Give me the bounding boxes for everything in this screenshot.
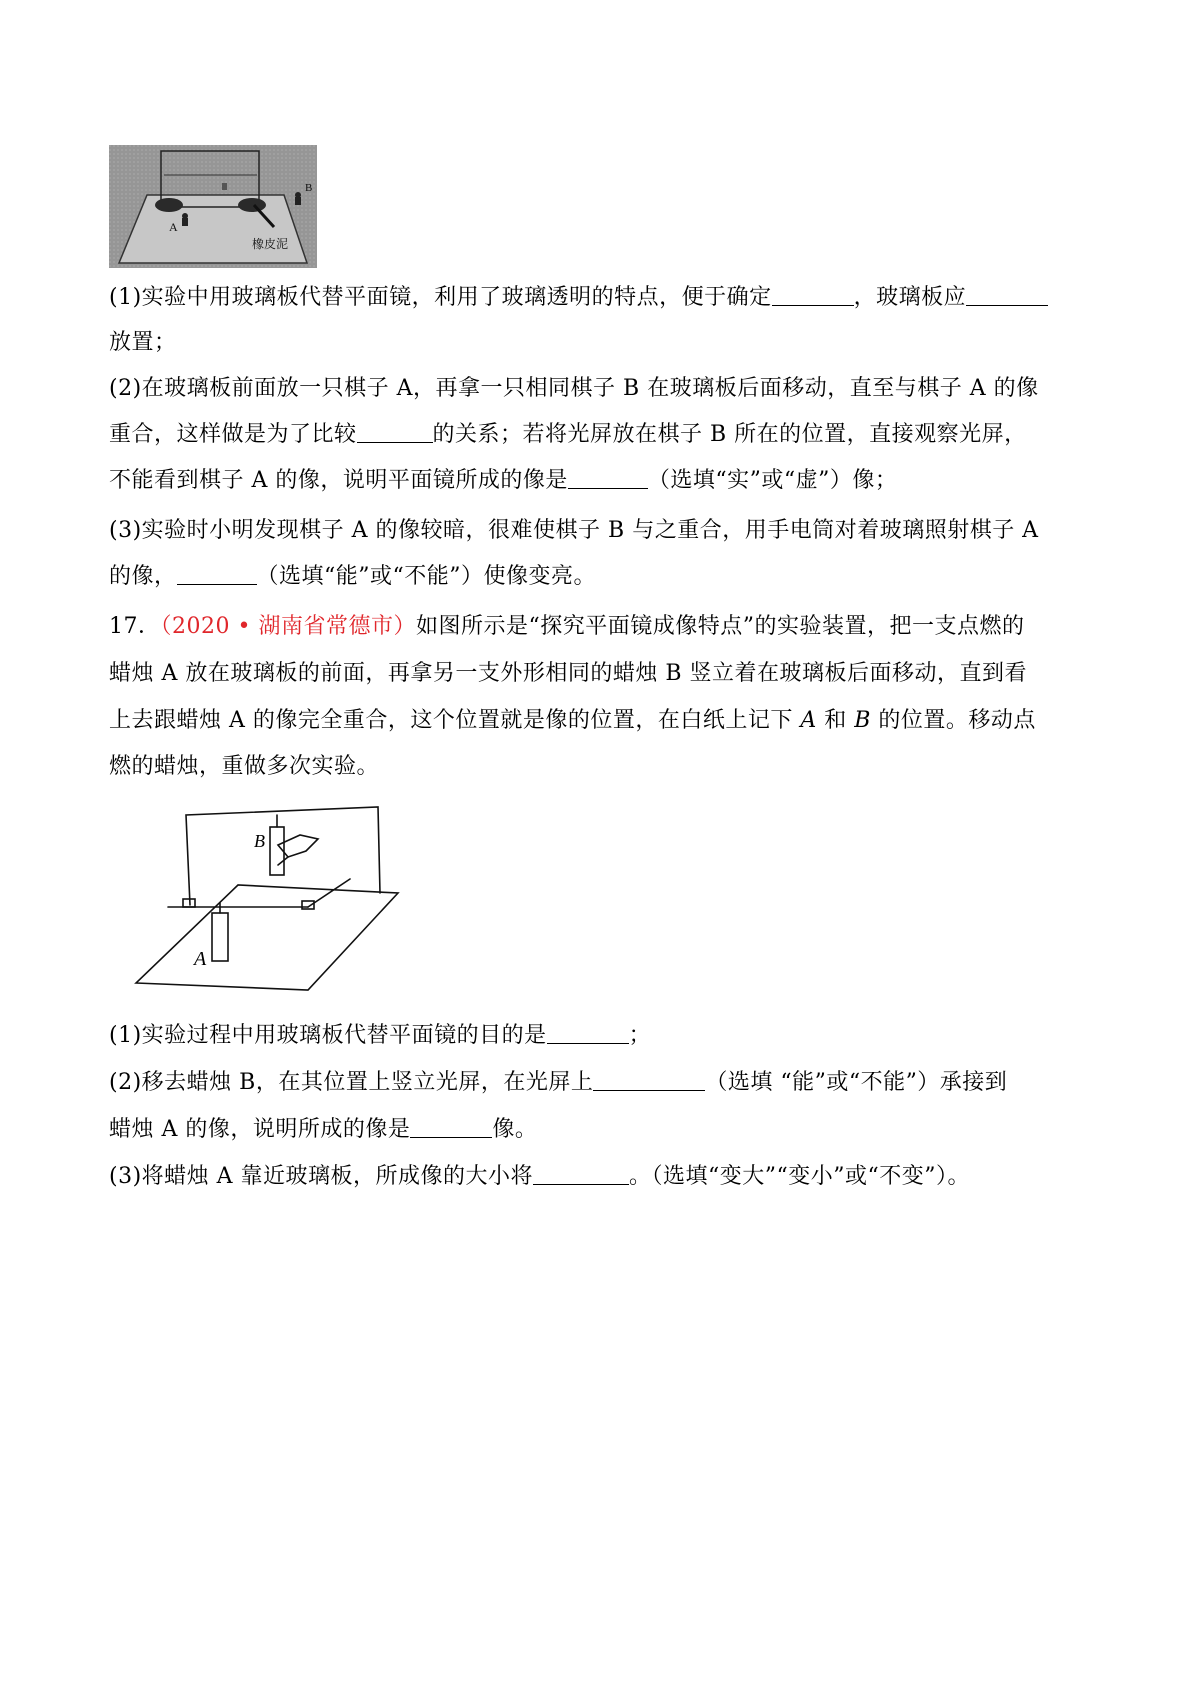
figure2-label-a: A [194,948,207,970]
candle-a-symbol: A [800,708,817,733]
q17-intro-line4: 燃的蜡烛，重做多次实验。 [109,754,380,779]
candle-glass-figure [128,795,404,1000]
q16-part2-text-d: （选填“实”或“虚”）像； [647,468,898,493]
q17-intro-text-c: 的位置。移动点 [870,708,1036,733]
answer-blank[interactable] [772,285,854,306]
q17-part2-line1 [109,1068,1007,1098]
answer-blank[interactable] [568,468,648,489]
q17-part3-text: (3)将蜡烛 A 靠近玻璃板，所成像的大小将 [109,1164,534,1189]
q16-part3-line2 [109,562,596,592]
answer-blank[interactable] [410,1117,492,1138]
answer-blank[interactable] [593,1070,705,1091]
q16-part1-line1 [109,283,1048,313]
q16-part1-text-b: ，玻璃板应 [853,285,967,310]
q17-part3-text-b: 。（选填“变大”“变小”或“不变”）。 [629,1164,971,1189]
answer-blank[interactable] [533,1164,629,1185]
q17-intro-text-a: 上去跟蜡烛 A 的像完全重合，这个位置就是像的位置，在白纸上记下 [109,708,801,733]
answer-blank[interactable] [966,285,1048,306]
question-source: （2020 • 湖南省常德市） [160,614,416,639]
figure1-label-clay: 橡皮泥 [252,237,289,251]
q16-part2-text: 重合，这样做是为了比较 [109,422,357,447]
q17-part2-text-b: （选填 “能”或“不能”）承接到 [705,1070,1008,1095]
q17-intro-line2: 蜡烛 A 放在玻璃板的前面，再拿另一支外形相同的蜡烛 B 竖立着在玻璃板后面移动，直到看 [109,661,1028,686]
q16-part3-line1: (3)实验时小明发现棋子 A 的像较暗，很难使棋子 B 与之重合，用手电筒对着玻璃照射棋子 A [109,518,1039,543]
q17-intro-line1 [109,612,1024,642]
q16-part2-line2 [109,420,1027,450]
q17-part2-text-d: 像。 [492,1117,538,1142]
figure1-label-b: B [305,182,313,194]
q17-intro-line3 [109,706,1036,736]
answer-blank[interactable] [357,422,433,443]
q16-part2-line1: (2)在玻璃板前面放一只棋子 A，再拿一只相同棋子 B 在玻璃板后面移动，直至与棋子 A 的像 [109,376,1039,401]
q16-part2-line3 [109,466,897,496]
q17-intro-text: 如图所示是“探究平面镜成像特点”的实验装置，把一支点燃的 [415,614,1025,639]
q17-part3-line [109,1162,970,1192]
q17-part1-line [109,1021,651,1051]
q17-intro-text-b: 和 [816,708,855,733]
q17-part2-line2 [109,1115,537,1145]
candle-b-symbol: B [854,708,871,733]
q16-part1-text: (1)实验中用玻璃板代替平面镜，利用了玻璃透明的特点，便于确定 [109,285,772,310]
q17-part2-text-c: 蜡烛 A 的像，说明所成的像是 [109,1117,411,1142]
answer-blank[interactable] [547,1023,629,1044]
q16-part3-text: 的像， [109,564,177,589]
q17-part2-text: (2)移去蜡烛 B，在其位置上竖立光屏，在光屏上 [109,1070,594,1095]
figure1-label-a: A [169,220,178,234]
q17-part1-text: (1)实验过程中用玻璃板代替平面镜的目的是 [109,1023,547,1048]
q16-part2-text-b: 的关系；若将光屏放在棋子 B 所在的位置，直接观察光屏， [432,422,1027,447]
q16-part2-text-c: 不能看到棋子 A 的像，说明平面镜所成的像是 [109,468,568,493]
q16-part3-text-b: （选填“能”或“不能”）使像变亮。 [256,564,597,589]
q16-part1-line2: 放置； [109,330,177,355]
figure2-label-b: B [254,831,265,851]
q17-part1-text-b: ； [628,1023,652,1048]
answer-blank[interactable] [177,564,257,585]
chess-glass-figure [109,145,317,268]
question-number: 17． [109,614,161,639]
